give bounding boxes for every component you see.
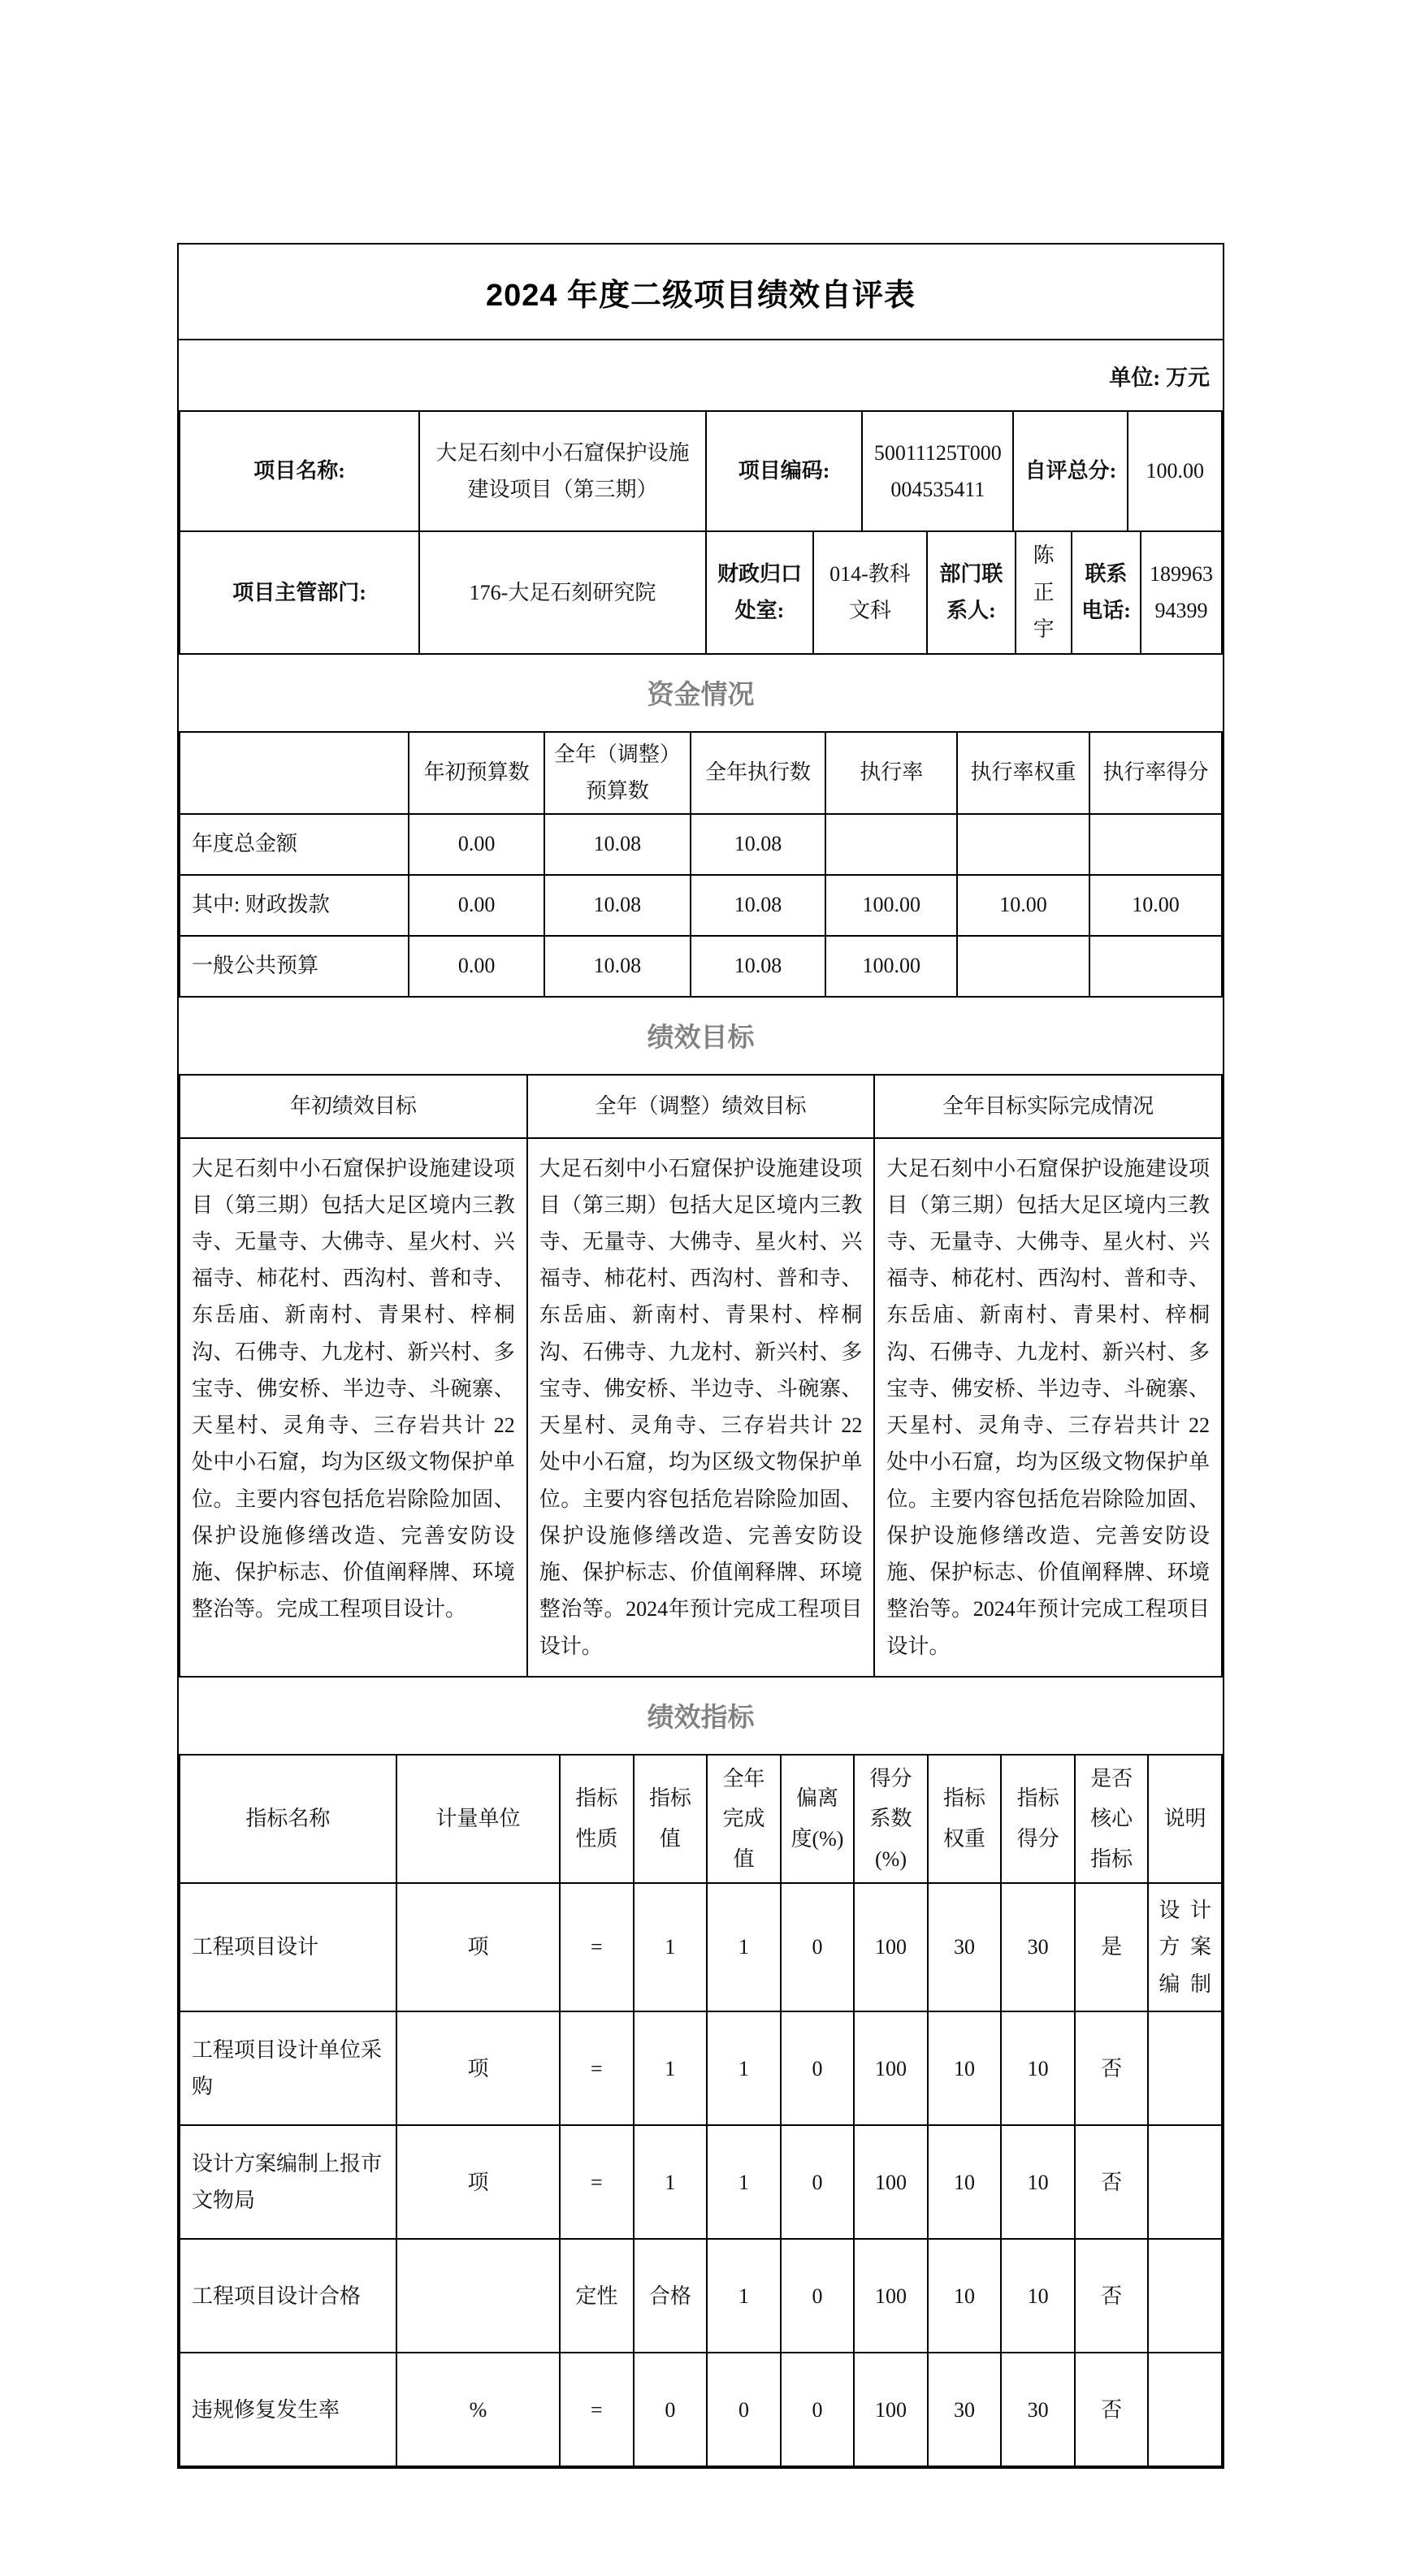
dept-value: 176-大足石刻研究院 [419,531,706,654]
table-cell: 其中: 财政拨款 [180,875,409,936]
table-row [180,2239,1222,2353]
project-info-row2 [179,530,1223,655]
indicators-table [179,1754,1223,2468]
table-cell: 100 [854,2125,928,2239]
table-row [180,1883,1222,2012]
column-header: 计量单位 [396,1755,560,1883]
table-cell: 100 [854,2011,928,2125]
goals-table [179,1074,1223,1678]
column-header: 年初预算数 [409,732,544,814]
column-header: 全年（调整）绩效目标 [527,1075,875,1138]
table-cell: 0.00 [409,875,544,936]
table-cell: 否 [1075,2239,1149,2353]
column-header: 指标值 [634,1755,708,1883]
column-header [180,732,409,814]
table-cell: 100.00 [825,875,957,936]
table-cell: 10.08 [544,814,691,875]
table-cell: 1 [634,2011,708,2125]
table-cell: 一般公共预算 [180,936,409,997]
table-cell: = [560,2011,634,2125]
table-cell [1148,2353,1222,2466]
table-cell: 100 [854,2239,928,2353]
column-header: 全年（调整）预算数 [544,732,691,814]
column-header: 全年执行数 [691,732,826,814]
table-cell: 项 [396,2125,560,2239]
table-cell: 0 [707,2353,781,2466]
table-cell: 10.08 [544,875,691,936]
table-cell: 10.00 [957,875,1089,936]
phone-label: 联系电话: [1072,531,1141,654]
table-cell: 是 [1075,1883,1149,2012]
table-header-row [180,1755,1222,1883]
goal-adjusted-text: 大足石刻中小石窟保护设施建设项目（第三期）包括大足区境内三教寺、无量寺、大佛寺、星火村、兴福寺、柿花村、西沟村、普和寺、东岳庙、新南村、青果村、梓桐沟、石佛寺、九龙村、新兴村、多宝寺、佛安桥、半边寺、斗碗寨、天星村、灵角寺、三存岩共计 22 处中小石窟，均为区级文物保护单位。主要内容包括危岩除险加固、保护设施修缮改造、完善安防设施、保护标志、价值阐释牌、环境整治等。2024年预计完成工程项目设计。 [527,1138,875,1677]
table-cell: 定性 [560,2239,634,2353]
column-header: 执行率 [825,732,957,814]
table-cell: 否 [1075,2125,1149,2239]
contact-label: 部门联系人: [927,531,1016,654]
table-cell [1148,2011,1222,2125]
table-header-row [180,1075,1222,1138]
table-row [180,2353,1222,2466]
table-cell: 10.08 [691,814,826,875]
table-cell: 0 [781,1883,855,2012]
table-cell: 10 [928,2011,1002,2125]
table-cell: 30 [1001,1883,1075,2012]
funding-table [179,731,1223,998]
section-title-indicators: 绩效指标 [179,1678,1223,1756]
column-header: 是否核心指标 [1075,1755,1149,1883]
table-cell: 10.08 [691,936,826,997]
table-cell: 0.00 [409,814,544,875]
column-header: 指标权重 [928,1755,1002,1883]
table-cell: 100.00 [825,936,957,997]
table-row [180,875,1222,936]
table-cell: 10 [1001,2125,1075,2239]
column-header: 执行率得分 [1089,732,1222,814]
finance-office-label: 财政归口处室: [706,531,813,654]
table-cell: 0 [634,2353,708,2466]
table-cell [396,2239,560,2353]
table-cell: 10 [1001,2011,1075,2125]
table-cell: 1 [707,2125,781,2239]
table-cell: 设计方案编制 [1148,1883,1222,2012]
table-cell: 10 [928,2239,1002,2353]
column-header: 说明 [1148,1755,1222,1883]
table-row [180,814,1222,875]
table-row [180,411,1222,531]
table-row [180,2125,1222,2239]
table-cell: 否 [1075,2011,1149,2125]
table-cell: = [560,2125,634,2239]
table-cell: 30 [1001,2353,1075,2466]
table-cell: 设计方案编制上报市文物局 [180,2125,396,2239]
column-header: 全年目标实际完成情况 [874,1075,1222,1138]
table-cell: 工程项目设计 [180,1883,396,2012]
section-title-goals: 绩效目标 [179,998,1223,1076]
table-cell: 1 [634,2125,708,2239]
table-cell: 工程项目设计单位采购 [180,2011,396,2125]
self-evaluation-form [177,243,1224,2469]
page-title: 2024 年度二级项目绩效自评表 [179,245,1223,340]
table-cell: 项 [396,1883,560,2012]
column-header: 得分系数(%) [854,1755,928,1883]
table-cell: % [396,2353,560,2466]
table-header-row [180,732,1222,814]
table-cell [957,814,1089,875]
table-row [180,2011,1222,2125]
table-cell: 0 [781,2125,855,2239]
table-cell: 10.08 [544,936,691,997]
self-score-label: 自评总分: [1013,411,1128,531]
column-header: 年初绩效目标 [180,1075,527,1138]
table-cell: 工程项目设计合格 [180,2239,396,2353]
table-cell [957,936,1089,997]
column-header: 指标得分 [1001,1755,1075,1883]
table-cell [1148,2239,1222,2353]
phone-value: 18996394399 [1141,531,1222,654]
project-info-row1 [179,410,1223,532]
table-cell: 0 [781,2011,855,2125]
table-cell: 10.00 [1089,875,1222,936]
table-cell: 10.08 [691,875,826,936]
unit-note: 单位: 万元 [179,340,1223,412]
table-cell [1089,814,1222,875]
table-cell: 10 [1001,2239,1075,2353]
table-cell: 1 [634,1883,708,2012]
table-cell: 1 [707,2239,781,2353]
table-row [180,1138,1222,1677]
table-cell: = [560,2353,634,2466]
dept-label: 项目主管部门: [180,531,419,654]
table-cell: 0 [781,2239,855,2353]
table-cell: 1 [707,2011,781,2125]
self-score-value: 100.00 [1128,411,1222,531]
section-title-funding: 资金情况 [179,655,1223,733]
table-cell: 100 [854,1883,928,2012]
table-row [180,531,1222,654]
column-header: 偏离度(%) [781,1755,855,1883]
table-cell: 项 [396,2011,560,2125]
column-header: 执行率权重 [957,732,1089,814]
goal-initial-text: 大足石刻中小石窟保护设施建设项目（第三期）包括大足区境内三教寺、无量寺、大佛寺、星火村、兴福寺、柿花村、西沟村、普和寺、东岳庙、新南村、青果村、梓桐沟、石佛寺、九龙村、新兴村、多宝寺、佛安桥、半边寺、斗碗寨、天星村、灵角寺、三存岩共计 22 处中小石窟，均为区级文物保护单位。主要内容包括危岩除险加固、保护设施修缮改造、完善安防设施、保护标志、价值阐释牌、环境整治等。完成工程项目设计。 [180,1138,527,1677]
column-header: 指标性质 [560,1755,634,1883]
table-cell: 年度总金额 [180,814,409,875]
table-cell: 30 [928,1883,1002,2012]
project-name-value: 大足石刻中小石窟保护设施建设项目（第三期） [419,411,706,531]
table-cell: 违规修复发生率 [180,2353,396,2466]
table-cell: 0 [781,2353,855,2466]
table-cell: 合格 [634,2239,708,2353]
table-cell: 1 [707,1883,781,2012]
table-cell: 否 [1075,2353,1149,2466]
table-cell: 30 [928,2353,1002,2466]
finance-office-value: 014-教科文科 [813,531,927,654]
project-code-value: 50011125T000004535411 [862,411,1013,531]
goal-actual-text: 大足石刻中小石窟保护设施建设项目（第三期）包括大足区境内三教寺、无量寺、大佛寺、星火村、兴福寺、柿花村、西沟村、普和寺、东岳庙、新南村、青果村、梓桐沟、石佛寺、九龙村、新兴村、多宝寺、佛安桥、半边寺、斗碗寨、天星村、灵角寺、三存岩共计 22 处中小石窟，均为区级文物保护单位。主要内容包括危岩除险加固、保护设施修缮改造、完善安防设施、保护标志、价值阐释牌、环境整治等。2024年预计完成工程项目设计。 [874,1138,1222,1677]
table-row [180,936,1222,997]
table-cell: 100 [854,2353,928,2466]
table-cell [825,814,957,875]
project-name-label: 项目名称: [180,411,419,531]
column-header: 全年完成值 [707,1755,781,1883]
table-cell: = [560,1883,634,2012]
project-code-label: 项目编码: [706,411,862,531]
table-cell [1089,936,1222,997]
contact-value: 陈正宇 [1016,531,1072,654]
table-cell [1148,2125,1222,2239]
table-cell: 0.00 [409,936,544,997]
table-cell: 10 [928,2125,1002,2239]
column-header: 指标名称 [180,1755,396,1883]
